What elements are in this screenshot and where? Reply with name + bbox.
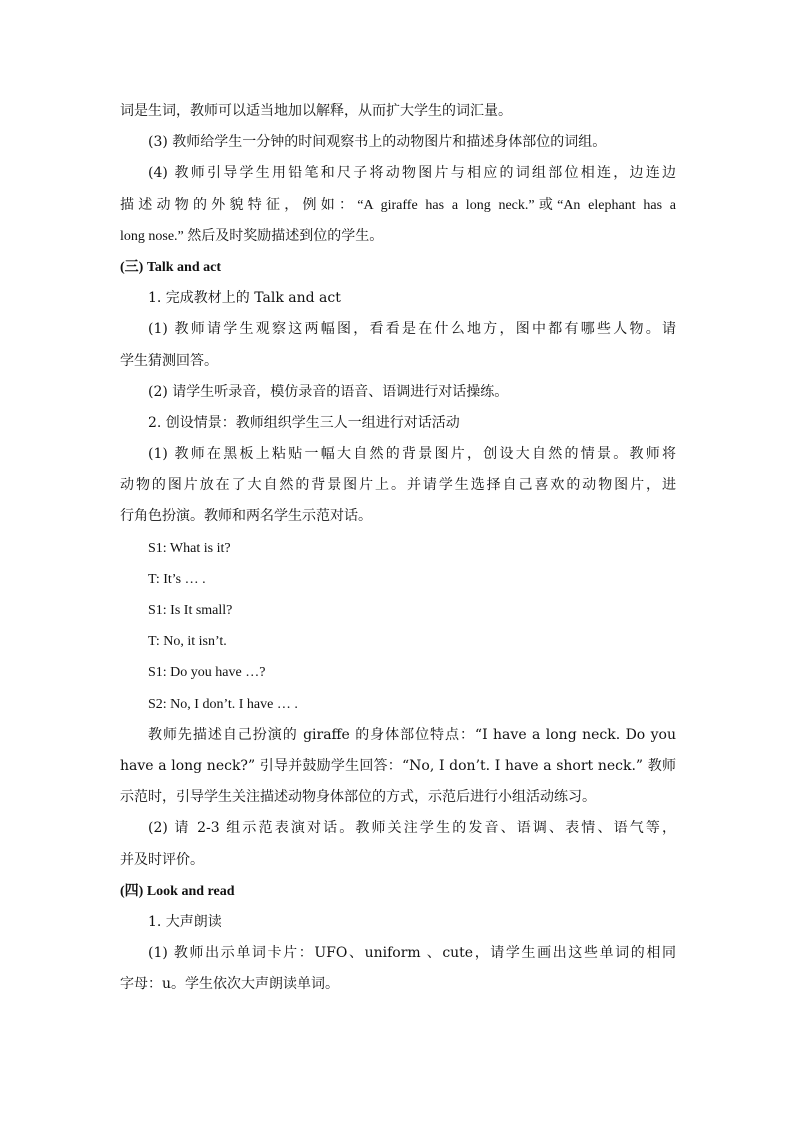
paragraph-line: (2) 请 2-3 组示范表演对话。教师关注学生的发音、语调、表情、语气等， (148, 820, 676, 837)
document-body (120, 96, 676, 1000)
section-heading: (三) Talk and act (120, 259, 222, 275)
paragraph-line: have a long neck?” 引导并鼓励学生回答：“No, I don’t. I have a short neck.” 教师 (120, 757, 676, 774)
paragraph-line: 并及时评价。 (120, 851, 204, 868)
paragraph-line: 动物的图片放在了大自然的背景图片上。并请学生选择自己喜欢的动物图片，进 (120, 477, 676, 494)
section-heading: (四) Look and read (120, 883, 235, 899)
paragraph-line: (1) 教师出示单词卡片：UFO、uniform 、cute，请学生画出这些单词的相同 (148, 945, 676, 962)
dialogue-line: S1: Do you have …? (148, 665, 266, 681)
subsection-heading: 2. 创设情景：教师组织学生三人一组进行对话活动 (148, 414, 460, 431)
paragraph-line: 教师先描述自己扮演的 giraffe 的身体部位特点：“I have a long neck. Do you (148, 726, 676, 743)
dialogue-line: S1: Is It small? (148, 603, 233, 618)
subsection-heading: 1. 大声朗读 (148, 913, 222, 930)
dialogue-line: T: No, it isn’t. (148, 634, 227, 650)
paragraph-line: 字母：u。学生依次大声朗读单词。 (120, 976, 340, 993)
paragraph-line: 词是生词，教师可以适当地加以解释，从而扩大学生的词汇量。 (120, 103, 512, 119)
dialogue-line: S2: No, I don’t. I have … . (148, 696, 298, 712)
paragraph-line: 描述动物的外貌特征，例如：“A giraffe has a long neck.”或“An elephant has a (120, 197, 676, 213)
dialogue-line: T: It’s … . (148, 571, 206, 587)
paragraph-line: long nose.” 然后及时奖励描述到位的学生。 (120, 228, 384, 244)
paragraph-line: (4) 教师引导学生用铅笔和尺子将动物图片与相应的词组部位相连，边连边 (148, 165, 676, 182)
paragraph-line: (2) 请学生听录音，模仿录音的语音、语调进行对话操练。 (148, 383, 509, 400)
paragraph-line: (1) 教师请学生观察这两幅图，看看是在什么地方，图中都有哪些人物。请 (148, 321, 676, 338)
paragraph-line: 行角色扮演。教师和两名学生示范对话。 (120, 508, 372, 525)
dialogue-line: S1: What is it? (148, 540, 231, 556)
subsection-heading: 1. 完成教材上的 Talk and act (148, 290, 341, 307)
paragraph-line: (1) 教师在黑板上粘贴一幅大自然的背景图片，创设大自然的情景。教师将 (148, 446, 676, 463)
paragraph-line: 学生猜测回答。 (120, 352, 218, 369)
paragraph-line: (3) 教师给学生一分钟的时间观察书上的动物图片和描述身体部位的词组。 (148, 134, 607, 151)
paragraph-line: 示范时，引导学生关注描述动物身体部位的方式，示范后进行小组活动练习。 (120, 789, 596, 806)
